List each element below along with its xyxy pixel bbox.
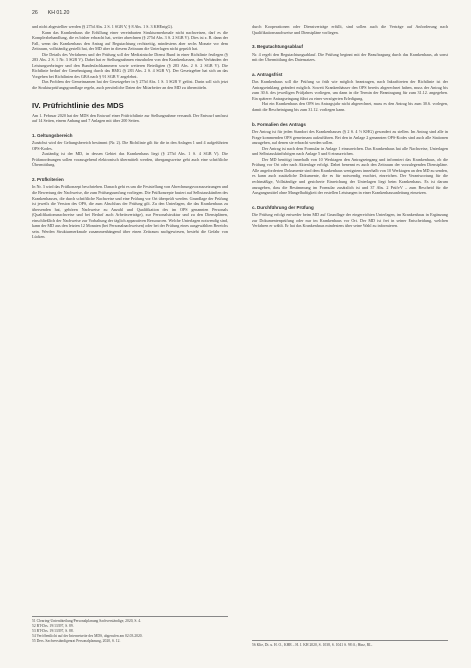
paragraph: Der Antrag ist für jeden Standort des Krankenhauses (§ 2 S. 4 ½ KHG) gesondert zu stellen. Im Antrag sind alle in Frage kommenden OPS gemeinsam aufzuführen. Bei den in Anlage 2 genannten OPS-Kodes sind auch alle Stationen anzugeben, auf denen sie erbracht werden sollen. [252,129,448,146]
page-number: 26 [32,10,38,16]
paragraph: durch Kooperationen oder Dienstverträge erfüllt, sind sollen auch die Verträge auf Anforderung nach Qualifikationsnachweise und Dienstpläne vorliegen. [252,24,448,35]
paragraph: In Nr. 3 wird das Prüfkonzept beschrieben. Danach geht es um die Feststellung von Abrechnungsvoraussetzungen und die Bewertung der Nachweise, die zum Prüfungsumfang vorliegen. Die Prüfkonzepte basiert auf Selbstauskünften des Krankenhauses, die durch schriftliche Nachweise und eine Prüfung vor Ort überprüft werden. Grundlage der Prüfung ist jeweils die Version des OPS, die zum Abschluss der Prüfung gilt. Zu den Unterlagen, die das Krankenhaus zu übersenden hat, gehören Nachweise zu Anzahl und Qualifikation des im OPS genannten Personals (Qualifikationsnachweise und bei Bedarf auch Arbeitsverträge), zur Personalstruktur und zu den Dienstplänen, einschließlich der Nachweise zur Vorhaltung der täglich apparativen Ressourcen. Welche Unterlagen notwendig sind, kann der MD aus den letzten 12 Monaten (bei Personalnachweisen) oder bei der Prüfung eines ausgewählten Bereichs sein. Werden Strukturmerkmale zusammenhängend über einen Zeitraum nachgewiesen, besteht die Gefahr von Lücken. [32,184,228,240]
section-intro: Am 1. Februar 2020 hat der MDS den Entwurf einer Prüfrichtlinie zur Stellungnahme versandt. Der Entwurf umfasst auf 14 Seiten, einem Anhang und 7 Anlagen mit über 200 Seiten. [32,112,228,124]
paragraph: Zuständig ist der MD, in dessen Gebiet das Krankenhaus liegt (§ 275d Abs. 1 S. 4 SGB V). Die Prüfanordnungen sollen vorausgehend elektronisch übermittelt werden, übergangsweise geht auch eine schriftliche Übermittlung. [32,151,228,168]
paragraph: Zunächst wird der Geltungsbereich bestimmt (Nr. 2). Die Richtlinie gilt für die in den Anlagen 1 und 4 aufgeführten OPS-Kodes. [32,140,228,151]
footnotes-left [32,616,228,644]
running-title: KH 01.20 [47,10,70,16]
footnote: 55 Ders. Sachverständigenrat Personalplanung, 2020, S. 12. [32,638,121,643]
paragraph: Die Prüfung erfolgt entweder beim MD auf Grundlage der eingereichten Unterlagen, im Krankenhaus in Ergänzung zur Dokumentenprüfung oder nur im Krankenhaus vor Ort. Der MD ist frei in seiner Entscheidung, welchen Verfahren er wählt. Er hat das Krankenhaus mindestens über seine Wahl zu informieren. [252,212,448,229]
footnote: 56 Klie, Dt. u. H. O., KHR – H. J. KH 2020, S. 1038, S. 1041 S. 98 ff.; Hinz, RL. [252,643,373,647]
subsection-heading: c. Durchführung der Prüfung [252,204,314,210]
paragraph: Der MD benötigt innerhalb von 10 Werktagen den Antragseingang und informiert das Krankenhaus, ob die Prüfung vor Ort oder nach Aktenlage erfolgt. Dabei benennt es auch den Zeitraum der vorzulegenden Dienstpläne. Alle angeforderten Dokumente sind dem Krankenhaus wenigstens innerhalb von 10 Werktagen an den MD zu senden, es kann auch zusätzliche Dokumente, die es für notwendig erachtet, einreichen. Der Verantwortung für die rechtmäßige, Vollständige und gesicherte Einreichung der Unterlagen liegt beim Krankenhaus. Es ist darum anzugeben, dass die Bestimmung im Formular zusätzlich ist und 37 Abs. 2 PrüfvV – zum Bescheid für die Ausgangsmittel ohne Mangelhaftigkeit der erstellen Leistungen in einer Krankenhausanleitung einsetzen. [252,156,448,196]
paragraph: Kann das Krankenhaus die Erfüllung einer vereinbarten Strukturmerkmale nicht nachweisen, darf es die Komplexbehandlung, die es bisher erbracht hat, weiter abrechnen (§ 275d Abs. 3 S. 2 SGB V). Dies ist z. B. dann der Fall, wenn das Krankenhaus den Antrag auf Begutachtung rechtzeitig, mindestens aber sechs Monate vor dem Zeitraum, vollständig gestellt hat, der MD aber in diesem Zeitraum die Unterlagen nicht geprüft hat. [32,29,228,52]
subsection-heading: b. Formalien des Antrags [252,121,306,127]
footnotes-right [252,640,448,648]
paragraph: Das Krankenhaus soll die Prüfung so früh wie möglich beantragen, nach Inkrafttreten der Richtlinie ist der Antragseinklang geändert möglich. Soweit Krankenhäuser den OPS bereits abgerechnet haben, muss der Antrag bis zum 30.6. des jeweiligen Prüfjahres vorliegen, um dann in die Termin der Beantragung für zum 31.12. angegeben. Ein späterer Antragseingang führt zu einer verzögerten Erledigung. [252,79,448,101]
section-heading: IV. Prüfrichtlinie des MDS [32,100,124,110]
subsection-heading: 2. Prüfkriterien [32,176,64,182]
footnote: 52 BT-Drs. 19/13397, S. 89. [32,623,74,628]
subsection-heading: a. Antragsfrist [252,71,283,77]
footnote: 51 Clearing-Unterabteilung/Personalplanung Sachverständige, 2020, S. 4. [32,619,142,623]
paragraph: Nr. 4 regelt den Begutachtungsablauf. Die Prüfung beginnt mit der Beauftragung durch das Krankenhaus, ab sonst mit der Übermittlung des Datensatzes. [252,51,448,63]
left-column [32,24,228,240]
paragraph: Der Antrag ist nach dem Formular in Anlage 1 einzureichen. Das Krankenhaus hat alle Nachweise, Unterlagen und Selbstauskünftsbögen nach Anlage 5 und 6 einzureichen. [252,145,448,157]
right-column [252,24,448,229]
paragraph: Die Details des Verfahrens und der Prüfung soll der Medizinische Dienst Bund in einer Richtlinie festlegen (§ 283 Abs. 2 S. 1 Nr. 3 SGB V). Dabei hat er Stellungnahmen einzuholen von den Krankenkassen, den Verbänden der Leistungserbringer und den Bundesfachkammern sowie weiteren Beteiligten (§ 283 Abs. 2 S. 2 SGB V). Die Richtlinie bedarf der Genehmigung durch das BMG (§ 283 Abs. 2 S. 4 SGB V). Der Gesetzgeber hat sich an das Vorgehen bei Richtlinien des GBA nach § 91 SGB V angelehnt. [32,51,228,79]
subsection-heading: 1. Geltungsbereich [32,132,73,138]
paragraph: Das Problem der Gemeinsamen hat der Gesetzgeber in § 275d Abs. 1 S. 3 SGB V gelöst. Darin soll sich jetzt die Strukturprüfungsgrundlage regeln, auch persönliche Daten der Mitarbeiter an den MD zu übermitteln. [32,79,228,91]
paragraph: Hat ein Krankenhaus den OPS im Antragsjahr nicht abgerechnet, muss es den Antrag bis zum 30.6. vorlegen, damit die Bescheinigung bis zum 31.12. vorliegen kann. [252,101,448,113]
paragraph: und nicht abgestellter werden (§ 275d Abs. 2 S. 1 SGB V, § 8 Abs. 1 S. 3 KHEntgG). [32,24,173,29]
subsection-heading: 3. Begutachtungsablauf [252,44,304,50]
footnote: 53 BT-Drs. 19/13397, S. 88. [32,628,74,633]
footnote: 54 Veröffentlicht auf der Internetseite des MDS, abgerufen am 02.03.2020. [32,633,143,638]
page-header [32,10,442,16]
